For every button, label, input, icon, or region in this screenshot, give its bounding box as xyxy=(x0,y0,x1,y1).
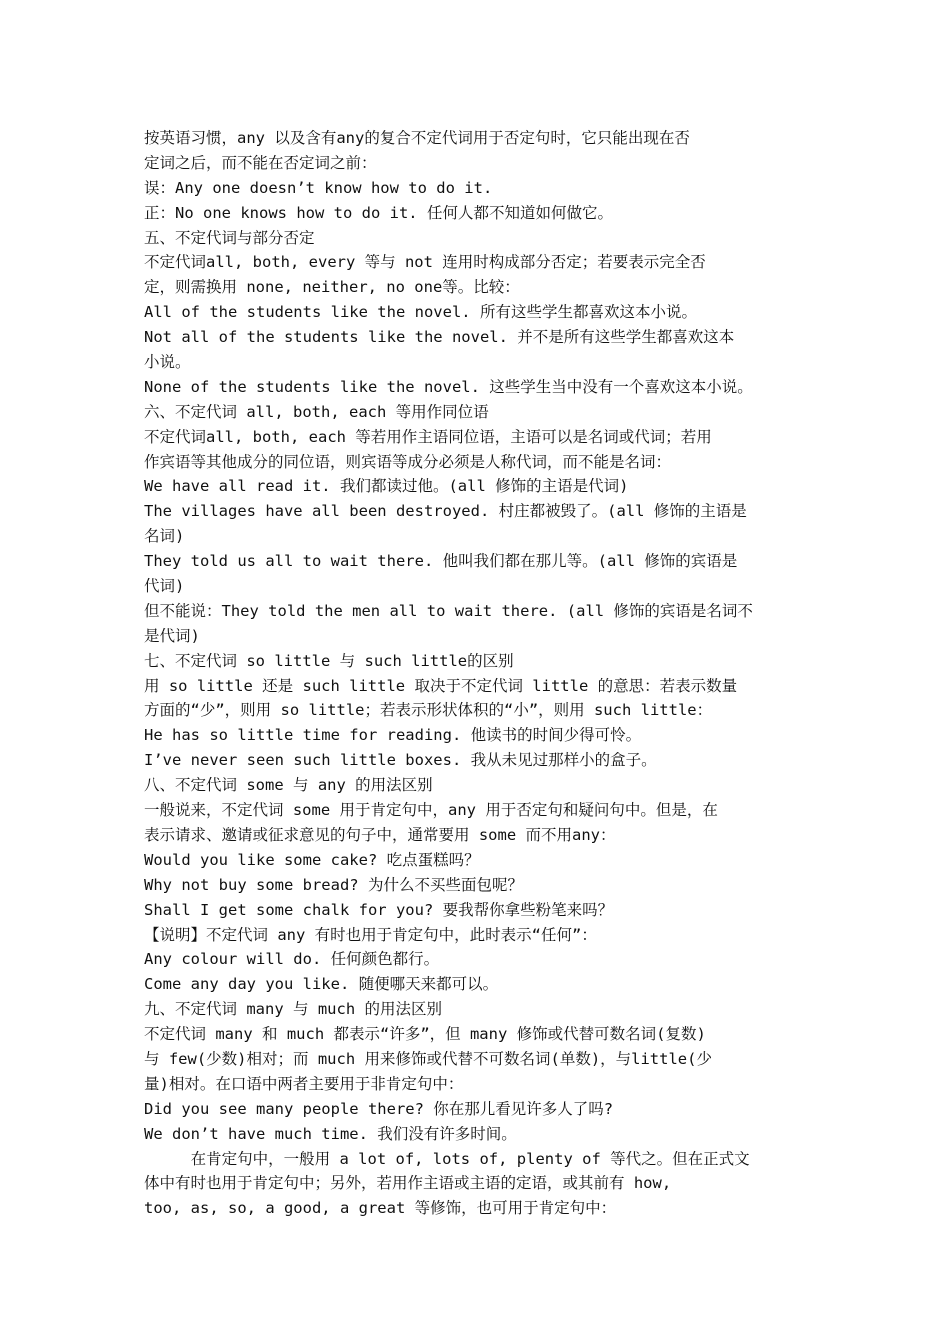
note-line: 【说明】不定代词 any 有时也用于肯定句中，此时表示“任何”： xyxy=(144,925,597,944)
text-line: Come any day you like. 随便哪天来都可以。 xyxy=(144,975,499,994)
text-line: 定词之后，而不能在否定词之前： xyxy=(144,153,377,172)
text-line: All of the students like the novel. 所有这些学生都喜欢这本小说。 xyxy=(144,303,697,322)
section-heading: 八、不定代词 some 与 any 的用法区别 xyxy=(144,776,433,795)
text-line: too, as, so, a good, a great 等修饰，也可用于肯定句中： xyxy=(144,1199,617,1218)
text-line: 名词) xyxy=(144,527,185,546)
text-line: 量)相对。在口语中两者主要用于非肯定句中： xyxy=(144,1074,464,1093)
text-line: 一般说来，不定代词 some 用于肯定句中，any 用于否定句和疑问句中。但是，在 xyxy=(144,801,718,820)
text-line: Not all of the students like the novel. 并不是所有这些学生都喜欢这本 xyxy=(144,328,735,347)
text-line: They told us all to wait there. 他叫我们都在那儿等。(all 修饰的宾语是 xyxy=(144,552,738,571)
text-line: 不定代词 many 和 much 都表示“许多”，但 many 修饰或代替可数名词(复数) xyxy=(144,1025,706,1044)
text-line: 与 few(少数)相对；而 much 用来修饰或代替不可数名词(单数)，与little(少 xyxy=(144,1049,712,1068)
text-line: 不定代词all, both, each 等若用作主语同位语，主语可以是名词或代词；若用 xyxy=(144,427,712,446)
text-line: Did you see many people there? 你在那儿看见许多人了吗? xyxy=(144,1099,614,1118)
section-heading: 五、不定代词与部分否定 xyxy=(144,228,315,247)
section-heading: 六、不定代词 all, both, each 等用作同位语 xyxy=(144,402,489,421)
text-line: I’ve never seen such little boxes. 我从未见过那样小的盒子。 xyxy=(144,751,657,770)
text-line: 方面的“少”，则用 so little；若表示形状体积的“小”，则用 such little： xyxy=(144,701,713,720)
text-line: 体中有时也用于肯定句中；另外，若用作主语或主语的定语，或其前有 how, xyxy=(144,1174,672,1193)
text-line: None of the students like the novel. 这些学生当中没有一个喜欢这本小说。 xyxy=(144,377,753,396)
text-line: Any colour will do. 任何颜色都行。 xyxy=(144,950,440,969)
text-line: We don’t have much time. 我们没有许多时间。 xyxy=(144,1124,517,1143)
section-heading: 九、不定代词 many 与 much 的用法区别 xyxy=(144,1000,442,1019)
text-line: 误：Any one doesn’t know how to do it. xyxy=(144,178,493,197)
text-line: Shall I get some chalk for you? 要我帮你拿些粉笔来吗？ xyxy=(144,900,614,919)
text-line: 定，则需换用 none, neither, no one等。比较： xyxy=(144,278,520,297)
text-line: 作宾语等其他成分的同位语，则宾语等成分必须是人称代词，而不能是名词： xyxy=(144,452,672,471)
text-line: 代词) xyxy=(144,577,185,596)
text-line: We have all read it. 我们都读过他。(all 修饰的主语是代词) xyxy=(144,477,629,496)
text-line: He has so little time for reading. 他读书的时间少得可怜。 xyxy=(144,726,642,745)
text-line: 但不能说：They told the men all to wait there. (all 修饰的宾语是名词不 xyxy=(144,601,753,620)
text-line: 表示请求、邀请或征求意见的句子中，通常要用 some 而不用any： xyxy=(144,825,616,844)
text-line: Why not buy some bread? 为什么不买些面包呢？ xyxy=(144,875,523,894)
section-heading: 七、不定代词 so little 与 such little的区别 xyxy=(144,651,514,670)
text-line: Would you like some cake? 吃点蛋糕吗？ xyxy=(144,850,480,869)
text-line: 正：No one knows how to do it. 任何人都不知道如何做它。 xyxy=(144,203,613,222)
document-page xyxy=(144,126,808,1221)
text-line: 在肯定句中，一般用 a lot of, lots of, plenty of 等代之。但在正式文 xyxy=(144,1149,750,1168)
text-line: 不定代词all, both, every 等与 not 连用时构成部分否定；若要表示完全否 xyxy=(144,253,706,272)
text-line: The villages have all been destroyed. 村庄都被毁了。(all 修饰的主语是 xyxy=(144,502,747,521)
text-line: 用 so little 还是 such little 取决于不定代词 little 的意思：若表示数量 xyxy=(144,676,738,695)
text-line: 小说。 xyxy=(144,353,191,372)
text-line: 按英语习惯，any 以及含有any的复合不定代词用于否定句时，它只能出现在否 xyxy=(144,129,690,147)
text-line: 是代词) xyxy=(144,626,200,645)
